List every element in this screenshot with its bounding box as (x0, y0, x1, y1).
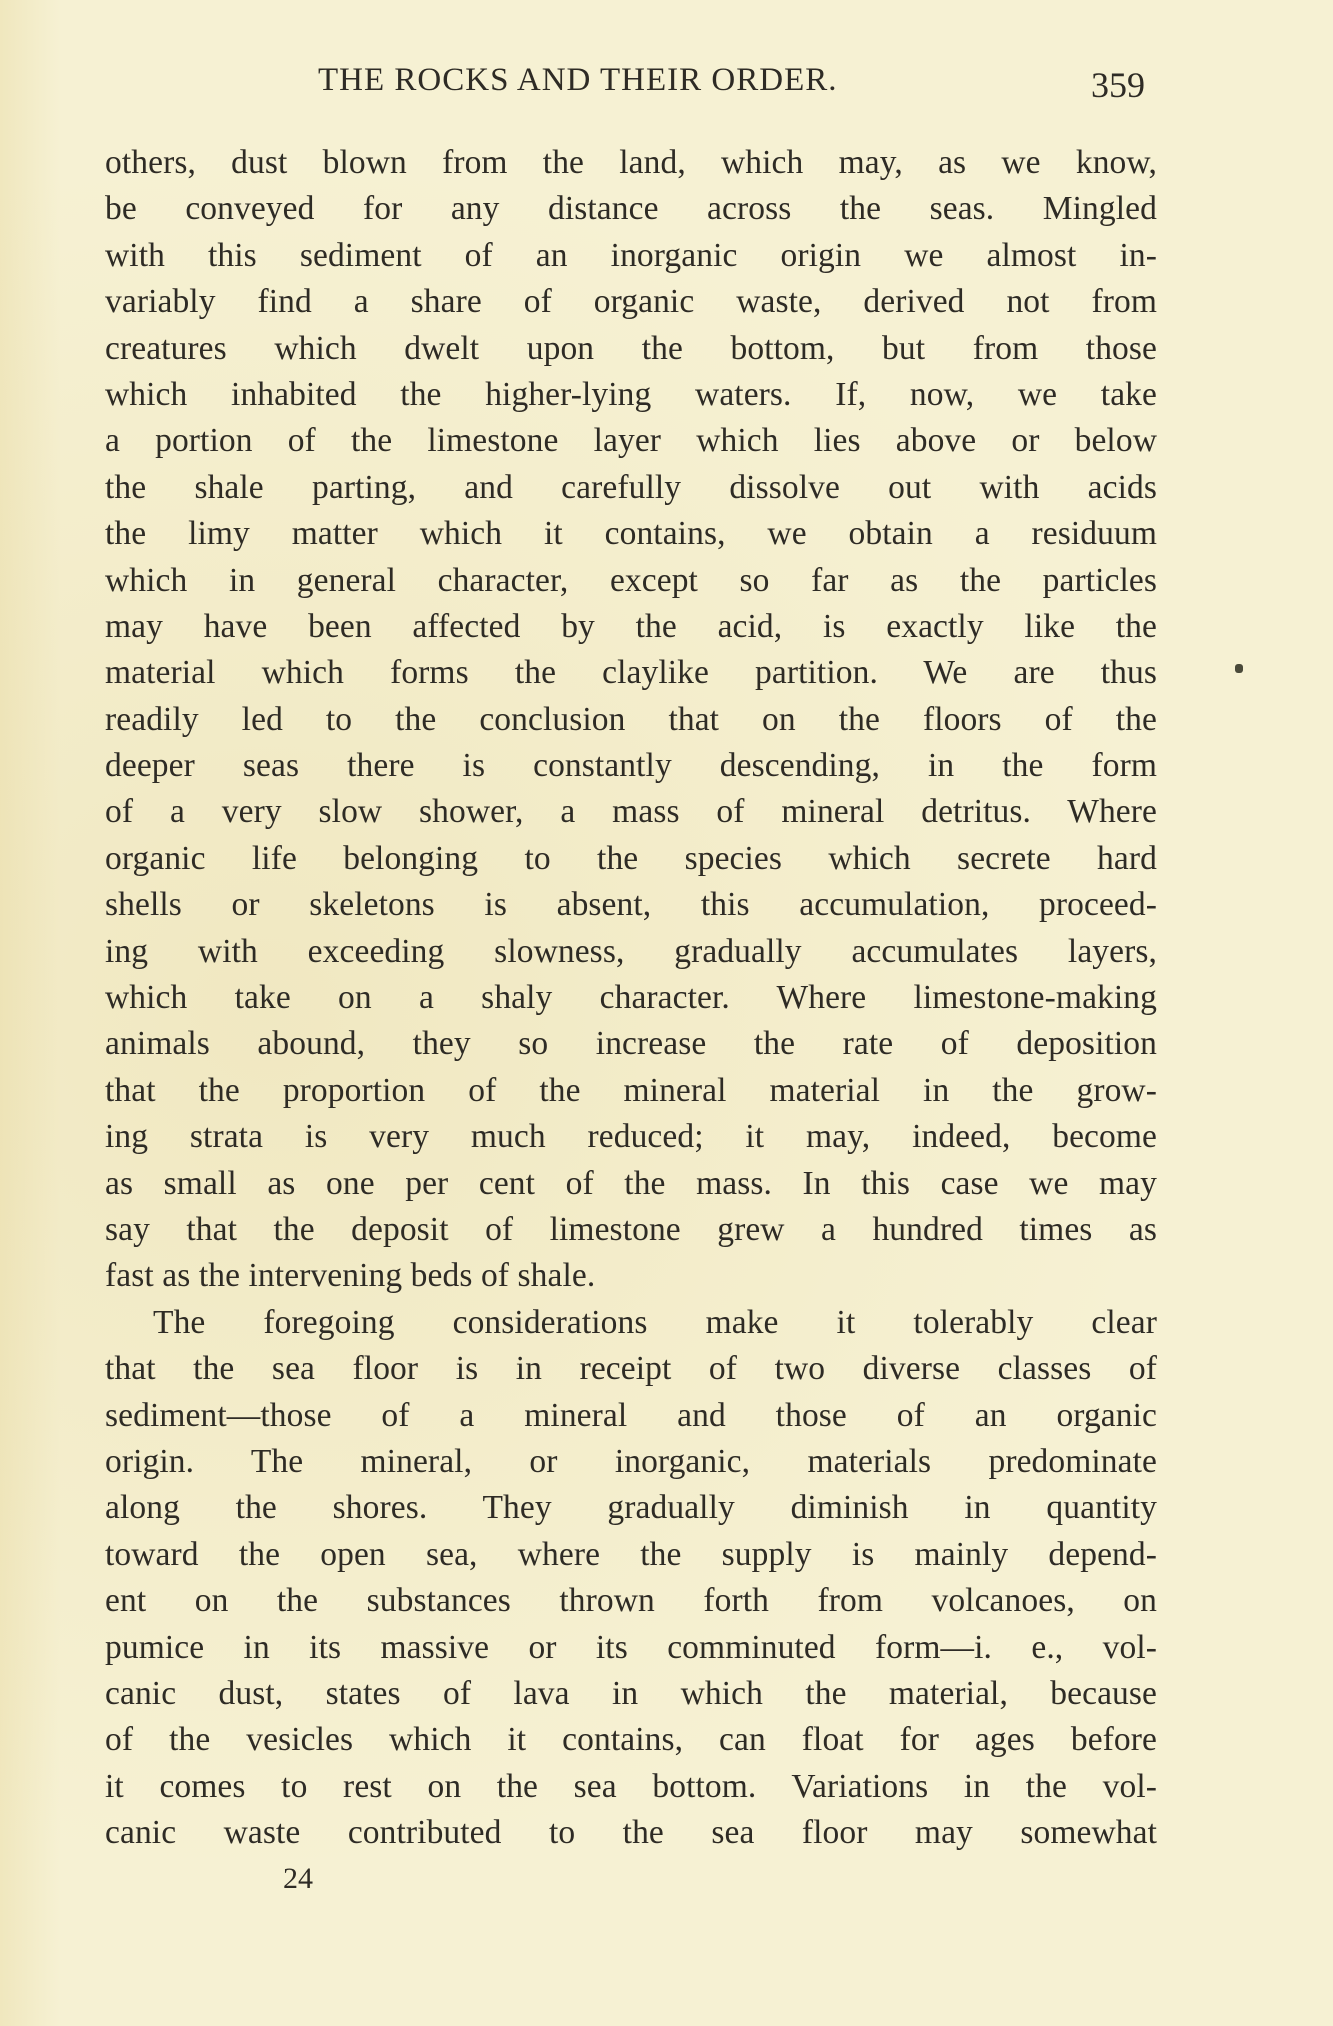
text-line: organic life belonging to the species which secrete hard (105, 839, 1157, 877)
text-line: ing strata is very much reduced; it may, indeed, become (105, 1118, 1157, 1156)
text-line: the shale parting, and carefully dissolve out with acids (105, 468, 1157, 506)
text-line: The foregoing considerations make it tolerably clear (153, 1303, 1157, 1341)
text-line: that the sea floor is in receipt of two diverse classes of (105, 1350, 1157, 1388)
text-line: ent on the substances thrown forth from volcanoes, on (105, 1582, 1157, 1620)
text-line: it comes to rest on the sea bottom. Variations in the vol- (105, 1767, 1157, 1805)
ink-speck (1235, 664, 1243, 673)
text-line: which in general character, except so far as the particles (105, 561, 1157, 599)
running-head (300, 58, 1160, 108)
text-line: ing with exceeding slowness, gradually accumulates layers, (105, 932, 1157, 970)
text-line: of the vesicles which it contains, can float for ages before (105, 1721, 1157, 1759)
text-line: readily led to the conclusion that on the floors of the (105, 700, 1157, 738)
paragraph-2 (105, 1300, 1157, 1857)
body-text (105, 140, 1157, 1856)
text-line: be conveyed for any distance across the seas. Mingled (105, 190, 1157, 228)
text-line: sediment—those of a mineral and those of an organic (105, 1396, 1157, 1434)
text-line: of a very slow shower, a mass of mineral detritus. Where (105, 793, 1157, 831)
text-line: with this sediment of an inorganic origin we almost in- (105, 236, 1157, 274)
text-line: others, dust blown from the land, which may, as we know, (105, 144, 1157, 181)
text-line: may have been affected by the acid, is exactly like the (105, 607, 1157, 645)
text-line: toward the open sea, where the supply is mainly depend- (105, 1535, 1157, 1573)
text-line: which take on a shaly character. Where limestone-making (105, 979, 1157, 1017)
paragraph-1 (105, 140, 1157, 1300)
text-line: pumice in its massive or its comminuted form—i. e., vol- (105, 1628, 1157, 1666)
text-line: canic waste contributed to the sea floor may somewhat (105, 1814, 1157, 1852)
text-line: along the shores. They gradually diminish in quantity (105, 1489, 1157, 1527)
text-line: as small as one per cent of the mass. In this case we may (105, 1164, 1157, 1202)
text-line: fast as the intervening beds of shale. (105, 1257, 596, 1295)
text-line: animals abound, they so increase the rate of deposition (105, 1025, 1157, 1063)
text-line: canic dust, states of lava in which the material, because (105, 1674, 1157, 1712)
text-line: variably find a share of organic waste, derived not from (105, 283, 1157, 321)
text-line: that the proportion of the mineral material in the grow- (105, 1071, 1157, 1109)
text-line: creatures which dwelt upon the bottom, but from those (105, 329, 1157, 367)
text-line: deeper seas there is constantly descending, in the form (105, 747, 1157, 785)
running-title: THE ROCKS AND THEIR ORDER. (318, 62, 838, 98)
text-line: the limy matter which it contains, we obtain a residuum (105, 515, 1157, 553)
page-number: 359 (1091, 65, 1145, 105)
text-line: a portion of the limestone layer which lies above or below (105, 422, 1157, 460)
text-line: shells or skeletons is absent, this accumulation, proceed- (105, 886, 1157, 924)
text-line: say that the deposit of limestone grew a hundred times as (105, 1210, 1157, 1248)
signature-mark: 24 (283, 1862, 313, 1895)
text-line: material which forms the claylike partition. We are thus (105, 654, 1157, 692)
text-line: which inhabited the higher-lying waters. If, now, we take (105, 375, 1157, 413)
text-line: origin. The mineral, or inorganic, materials predominate (105, 1442, 1157, 1480)
